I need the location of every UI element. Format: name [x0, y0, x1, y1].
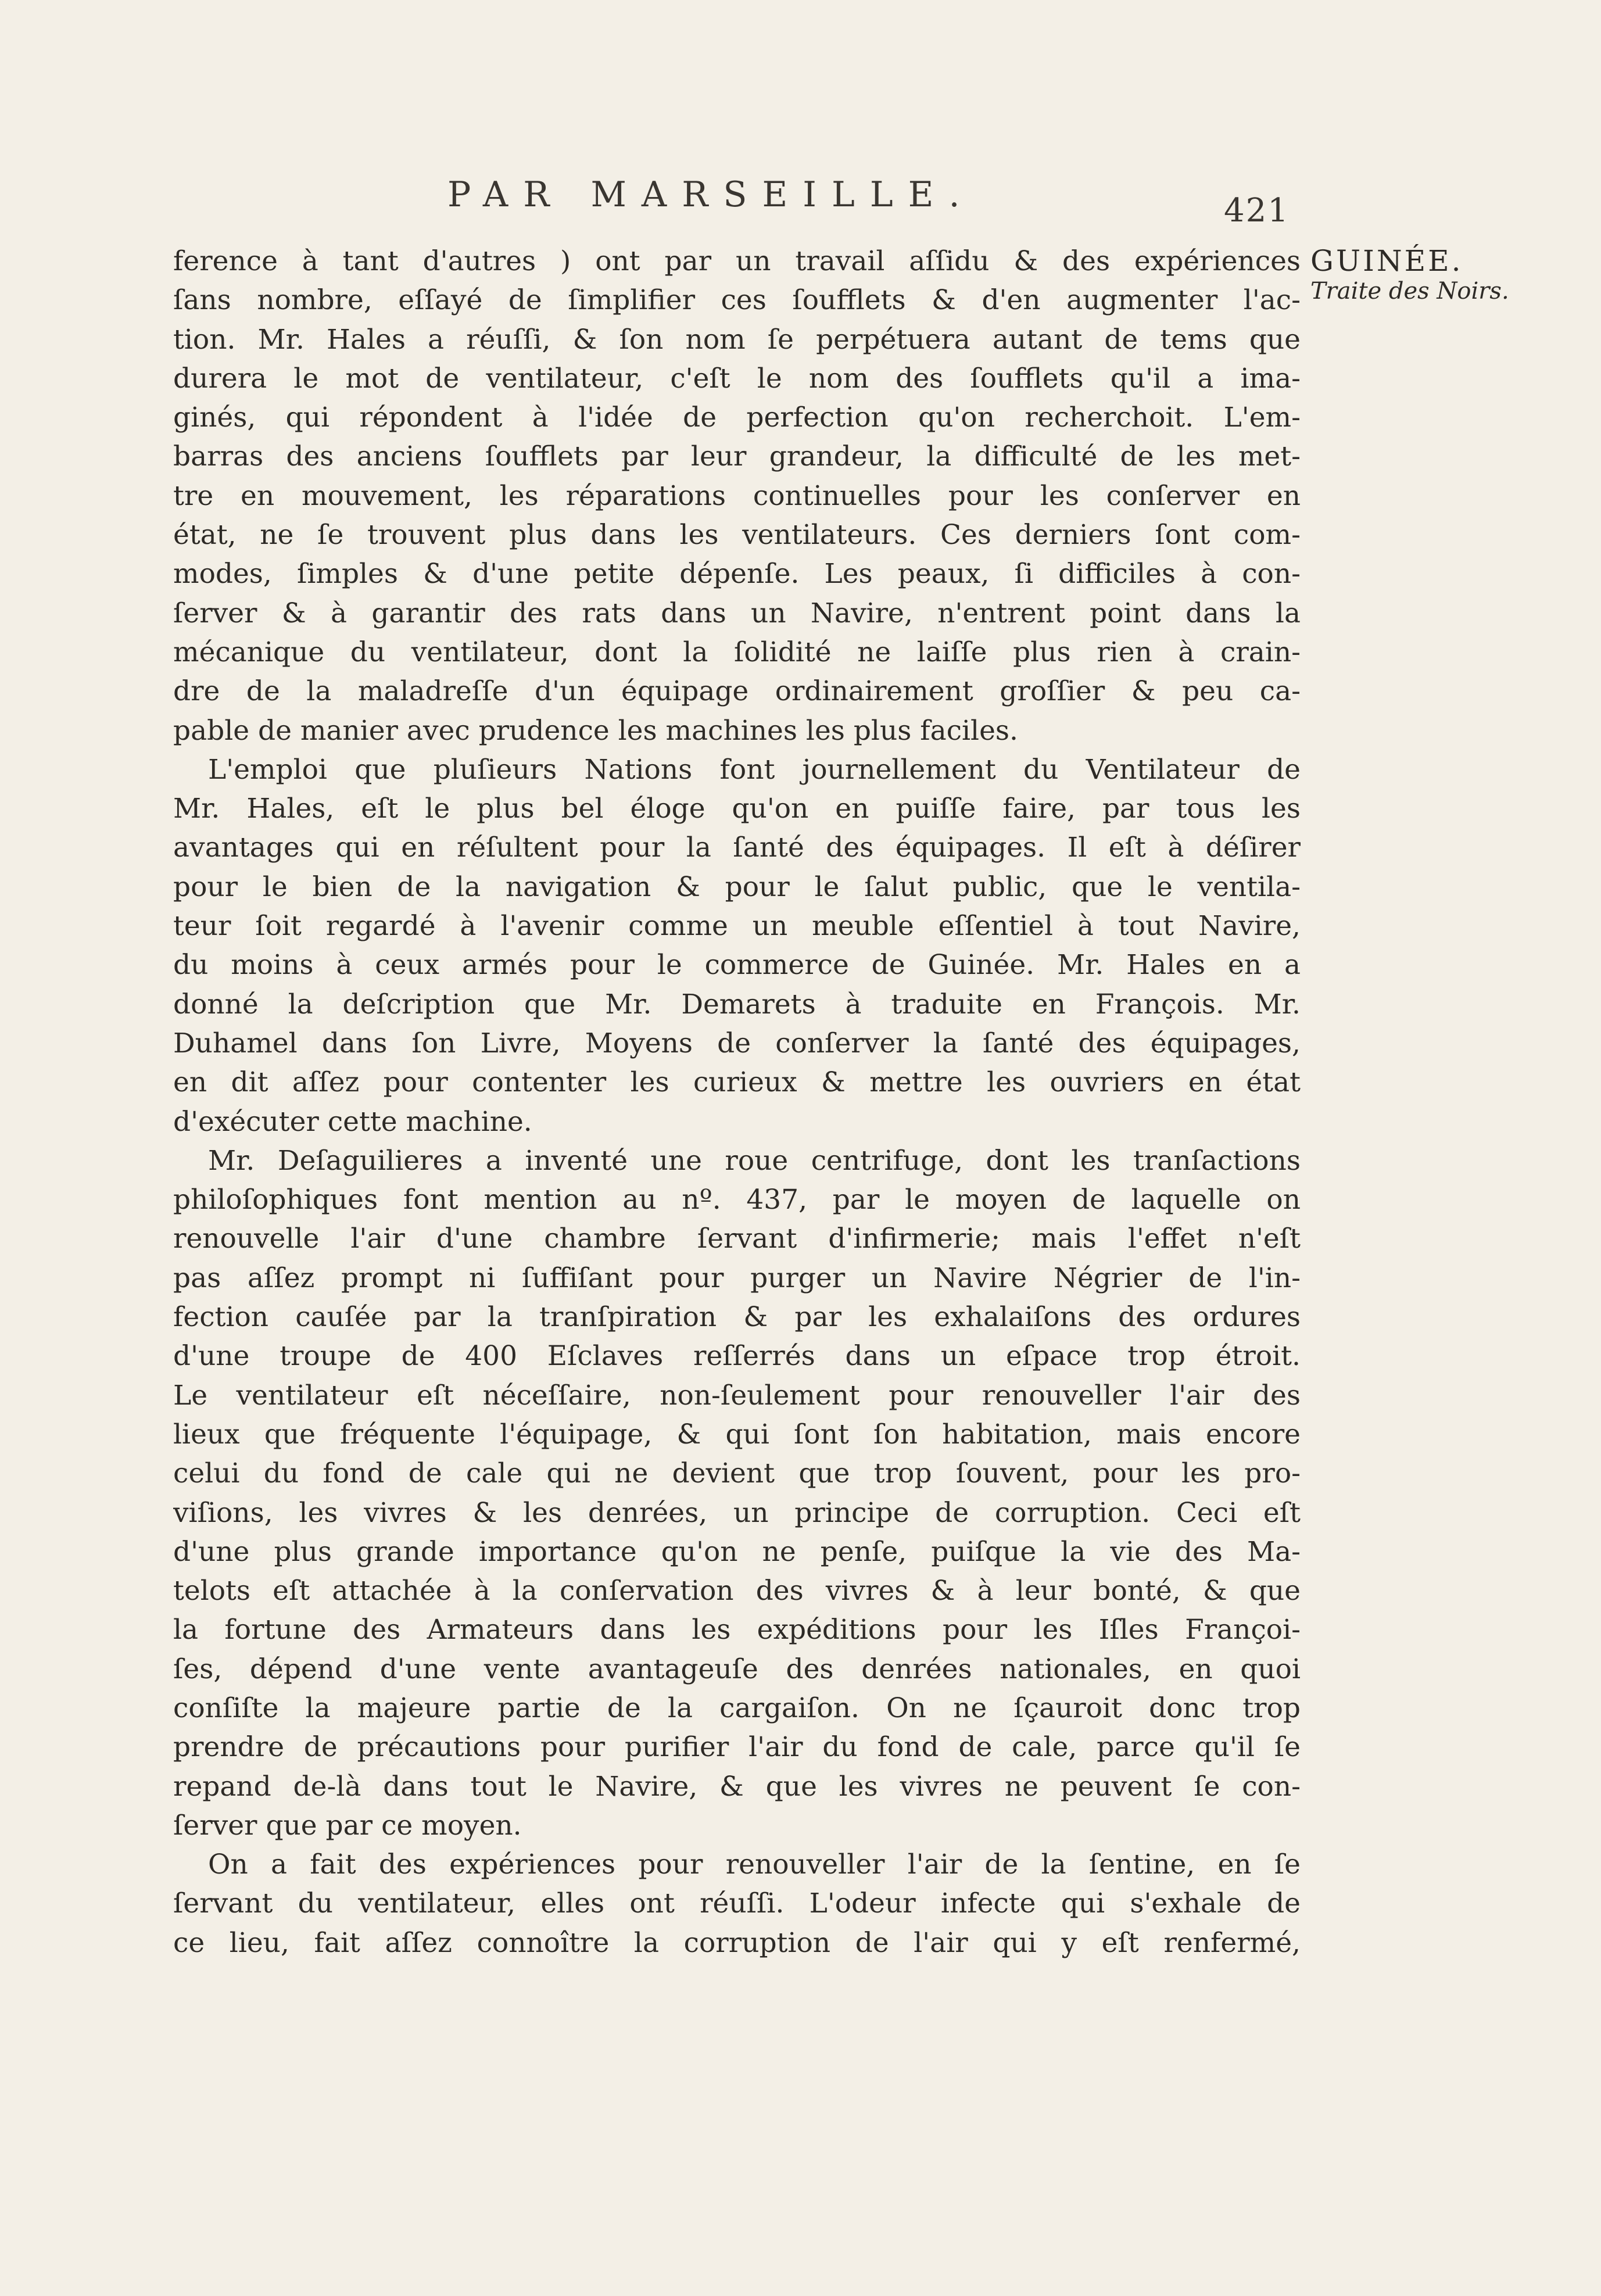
text-line: lieux que fréquente l'équipage, & qui ſont ſon habitation, mais encore	[173, 1418, 1301, 1450]
text-line: Le ventilateur eſt néceſſaire, non-ſeulement pour renouveller l'air des	[173, 1379, 1301, 1412]
text-line: dre de la maladreſſe d'un équipage ordinairement groſſier & peu ca-	[173, 675, 1301, 708]
margin-note-region: GUINÉE.	[1310, 244, 1463, 278]
text-line: teur ſoit regardé à l'avenir comme un meuble eſſentiel à tout Navire,	[173, 910, 1301, 943]
text-line: Duhamel dans ſon Livre, Moyens de conſerver la ſanté des équipages,	[173, 1027, 1301, 1059]
text-line: fection cauſée par la tranſpiration & par les exhalaiſons des ordures	[173, 1301, 1301, 1334]
text-line: pour le bien de la navigation & pour le ſalut public, que le ventila-	[173, 871, 1301, 903]
text-line: telots eſt attachée à la conſervation des vivres & à leur bonté, & que	[173, 1575, 1301, 1607]
page-number: 421	[1224, 192, 1290, 230]
text-line: Mr. Deſaguilieres a inventé une roue centrifuge, dont les tranſactions	[208, 1144, 1301, 1177]
text-line: celui du fond de cale qui ne devient que trop ſouvent, pour les pro-	[173, 1457, 1301, 1490]
text-line: Mr. Hales, eſt le plus bel éloge qu'on en puiſſe faire, par tous les	[173, 793, 1301, 825]
text-line: ſans nombre, eſſayé de ſimplifier ces ſoufflets & d'en augmenter l'ac-	[173, 284, 1301, 317]
text-line: ference à tant d'autres ) ont par un travail aſſidu & des expériences	[173, 245, 1301, 277]
text-line: conſiſte la majeure partie de la cargaiſon. On ne ſçauroit donc trop	[173, 1692, 1301, 1724]
running-head: PAR MARSEILLE.	[447, 174, 975, 215]
text-line: la fortune des Armateurs dans les expéditions pour les Iſles Françoi-	[173, 1614, 1301, 1646]
text-line: ſervant du ventilateur, elles ont réuſſi. L'odeur infecte qui s'exhale de	[173, 1887, 1301, 1920]
text-line: d'une plus grande importance qu'on ne penſe, puiſque la vie des Ma-	[173, 1535, 1301, 1568]
text-line: tre en mouvement, les réparations continuelles pour les conſerver en	[173, 479, 1301, 512]
text-line: en dit aſſez pour contenter les curieux & mettre les ouvriers en état	[173, 1066, 1301, 1099]
text-line: durera le mot de ventilateur, c'eſt le nom des ſoufflets qu'il a ima-	[173, 362, 1301, 395]
text-line: état, ne ſe trouvent plus dans les ventilateurs. Ces derniers ſont com-	[173, 519, 1301, 551]
text-line: avantages qui en réſultent pour la ſanté des équipages. Il eſt à déſirer	[173, 832, 1301, 864]
text-line: viſions, les vivres & les denrées, un principe de corruption. Ceci eſt	[173, 1496, 1301, 1529]
text-line: L'emploi que pluſieurs Nations font journellement du Ventilateur de	[208, 753, 1301, 786]
body-text	[173, 242, 1301, 1962]
text-line: philoſophiques font mention au nº. 437, par le moyen de laquelle on	[173, 1184, 1301, 1216]
text-line: prendre de précautions pour purifier l'air du fond de cale, parce qu'il ſe	[173, 1731, 1301, 1764]
text-line: ſerver que par ce moyen.	[173, 1809, 522, 1842]
text-line: pable de manier avec prudence les machines les plus faciles.	[173, 714, 1018, 747]
text-line: d'exécuter cette machine.	[173, 1105, 532, 1138]
text-line: ſes, dépend d'une vente avantageuſe des denrées nationales, en quoi	[173, 1653, 1301, 1685]
text-line: tion. Mr. Hales a réuſſi, & ſon nom ſe perpétuera autant de tems que	[173, 323, 1301, 356]
text-line: ginés, qui répondent à l'idée de perfection qu'on recherchoit. L'em-	[173, 402, 1301, 434]
text-line: On a fait des expériences pour renouveller l'air de la ſentine, en ſe	[208, 1849, 1301, 1881]
text-line: du moins à ceux armés pour le commerce de Guinée. Mr. Hales en a	[173, 949, 1301, 982]
text-line: barras des anciens ſoufflets par leur grandeur, la difficulté de les met-	[173, 440, 1301, 473]
text-line: repand de-là dans tout le Navire, & que les vivres ne peuvent ſe con-	[173, 1770, 1301, 1803]
text-line: d'une troupe de 400 Eſclaves reſſerrés dans un eſpace trop étroit.	[173, 1340, 1301, 1373]
text-line: modes, ſimples & d'une petite dépenſe. Les peaux, ſi difficiles à con-	[173, 558, 1301, 590]
text-line: pas aſſez prompt ni ſuffiſant pour purger un Navire Négrier de l'in-	[173, 1262, 1301, 1294]
margin-note-topic: Traite des Noirs.	[1310, 278, 1509, 305]
text-line: ce lieu, fait aſſez connoître la corruption de l'air qui y eſt renfermé,	[173, 1926, 1301, 1959]
text-line: donné la deſcription que Mr. Demarets à traduite en François. Mr.	[173, 988, 1301, 1020]
text-line: renouvelle l'air d'une chambre ſervant d'infirmerie; mais l'effet n'eſt	[173, 1223, 1301, 1255]
text-line: mécanique du ventilateur, dont la ſolidité ne laiſſe plus rien à crain-	[173, 636, 1301, 668]
text-line: ſerver & à garantir des rats dans un Navire, n'entrent point dans la	[173, 597, 1301, 629]
